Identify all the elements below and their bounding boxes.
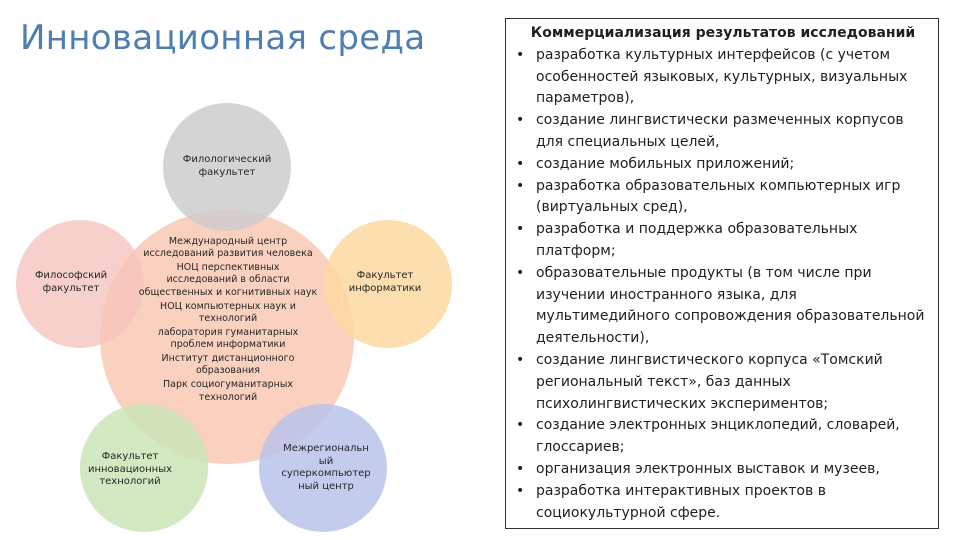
- list-item: • создание электронных энциклопедий, словарей, глоссариев;: [516, 417, 900, 456]
- bullet-icon: •: [516, 460, 525, 477]
- list-item: • разработка образовательных компьютерных игр (виртуальных сред),: [516, 177, 901, 216]
- bullet-icon: •: [516, 351, 525, 368]
- center-item: НОЦ перспективных исследований в области общественных и когнитивных наук: [138, 262, 318, 298]
- list-item: • организация электронных выставок и музеев,: [514, 459, 928, 481]
- list-item: • создание лингвистического корпуса «Томский региональный текст», баз данных психолингвистических экспериментов;: [516, 351, 883, 412]
- bullet-icon: •: [516, 177, 525, 194]
- commercialization-list: [514, 45, 928, 525]
- label-supercomputer-center: Межрегиональн ый суперкомпьютер ный центр: [281, 443, 371, 492]
- label-innovation-technologies: Факультет инновационных технологий: [87, 451, 173, 487]
- label-philology-faculty: Филологический факультет: [182, 154, 272, 178]
- bullet-icon: •: [516, 264, 525, 281]
- panel-heading: Коммерциализация результатов исследований: [530, 25, 916, 41]
- bullet-icon: •: [516, 112, 525, 129]
- bullet-icon: •: [516, 482, 525, 499]
- bullet-icon: •: [516, 221, 525, 238]
- list-item: • создание лингвистически размеченных корпусов для специальных целей,: [516, 112, 904, 150]
- bullet-icon: •: [516, 155, 525, 172]
- center-item: лаборатория гуманитарных проблем информатики: [157, 326, 299, 351]
- bullet-icon: •: [516, 46, 525, 63]
- list-item: • образовательные продукты (в том числе при изучении иностранного языка, для мультимедийного сопровождения образовательной деятельности),: [516, 264, 925, 347]
- commercialization-panel: [505, 18, 939, 529]
- list-item: • создание мобильных приложений;: [514, 154, 928, 176]
- list-item: • разработка культурных интерфейсов (с учетом особенностей языковых, культурных, визуальных параметров),: [516, 46, 908, 107]
- label-philosophy-faculty: Философский факультет: [34, 270, 108, 294]
- center-item: Международный центр исследований развития человека: [143, 236, 313, 260]
- center-item: Парк социогуманитарных технологий: [163, 379, 293, 403]
- center-organizations-list: [130, 236, 326, 405]
- list-item: • разработка интерактивных проектов в социокультурной сфере.: [516, 482, 826, 521]
- bullet-icon: •: [516, 417, 525, 434]
- label-informatics-faculty: Факультет информатики: [348, 270, 422, 294]
- page-title: Инновационная среда: [20, 18, 426, 58]
- list-item: • разработка и поддержка образовательных платформ;: [516, 221, 858, 259]
- center-item: Институт дистанционного образования: [161, 353, 295, 377]
- center-item: НОЦ компьютерных наук и технологий: [160, 300, 296, 324]
